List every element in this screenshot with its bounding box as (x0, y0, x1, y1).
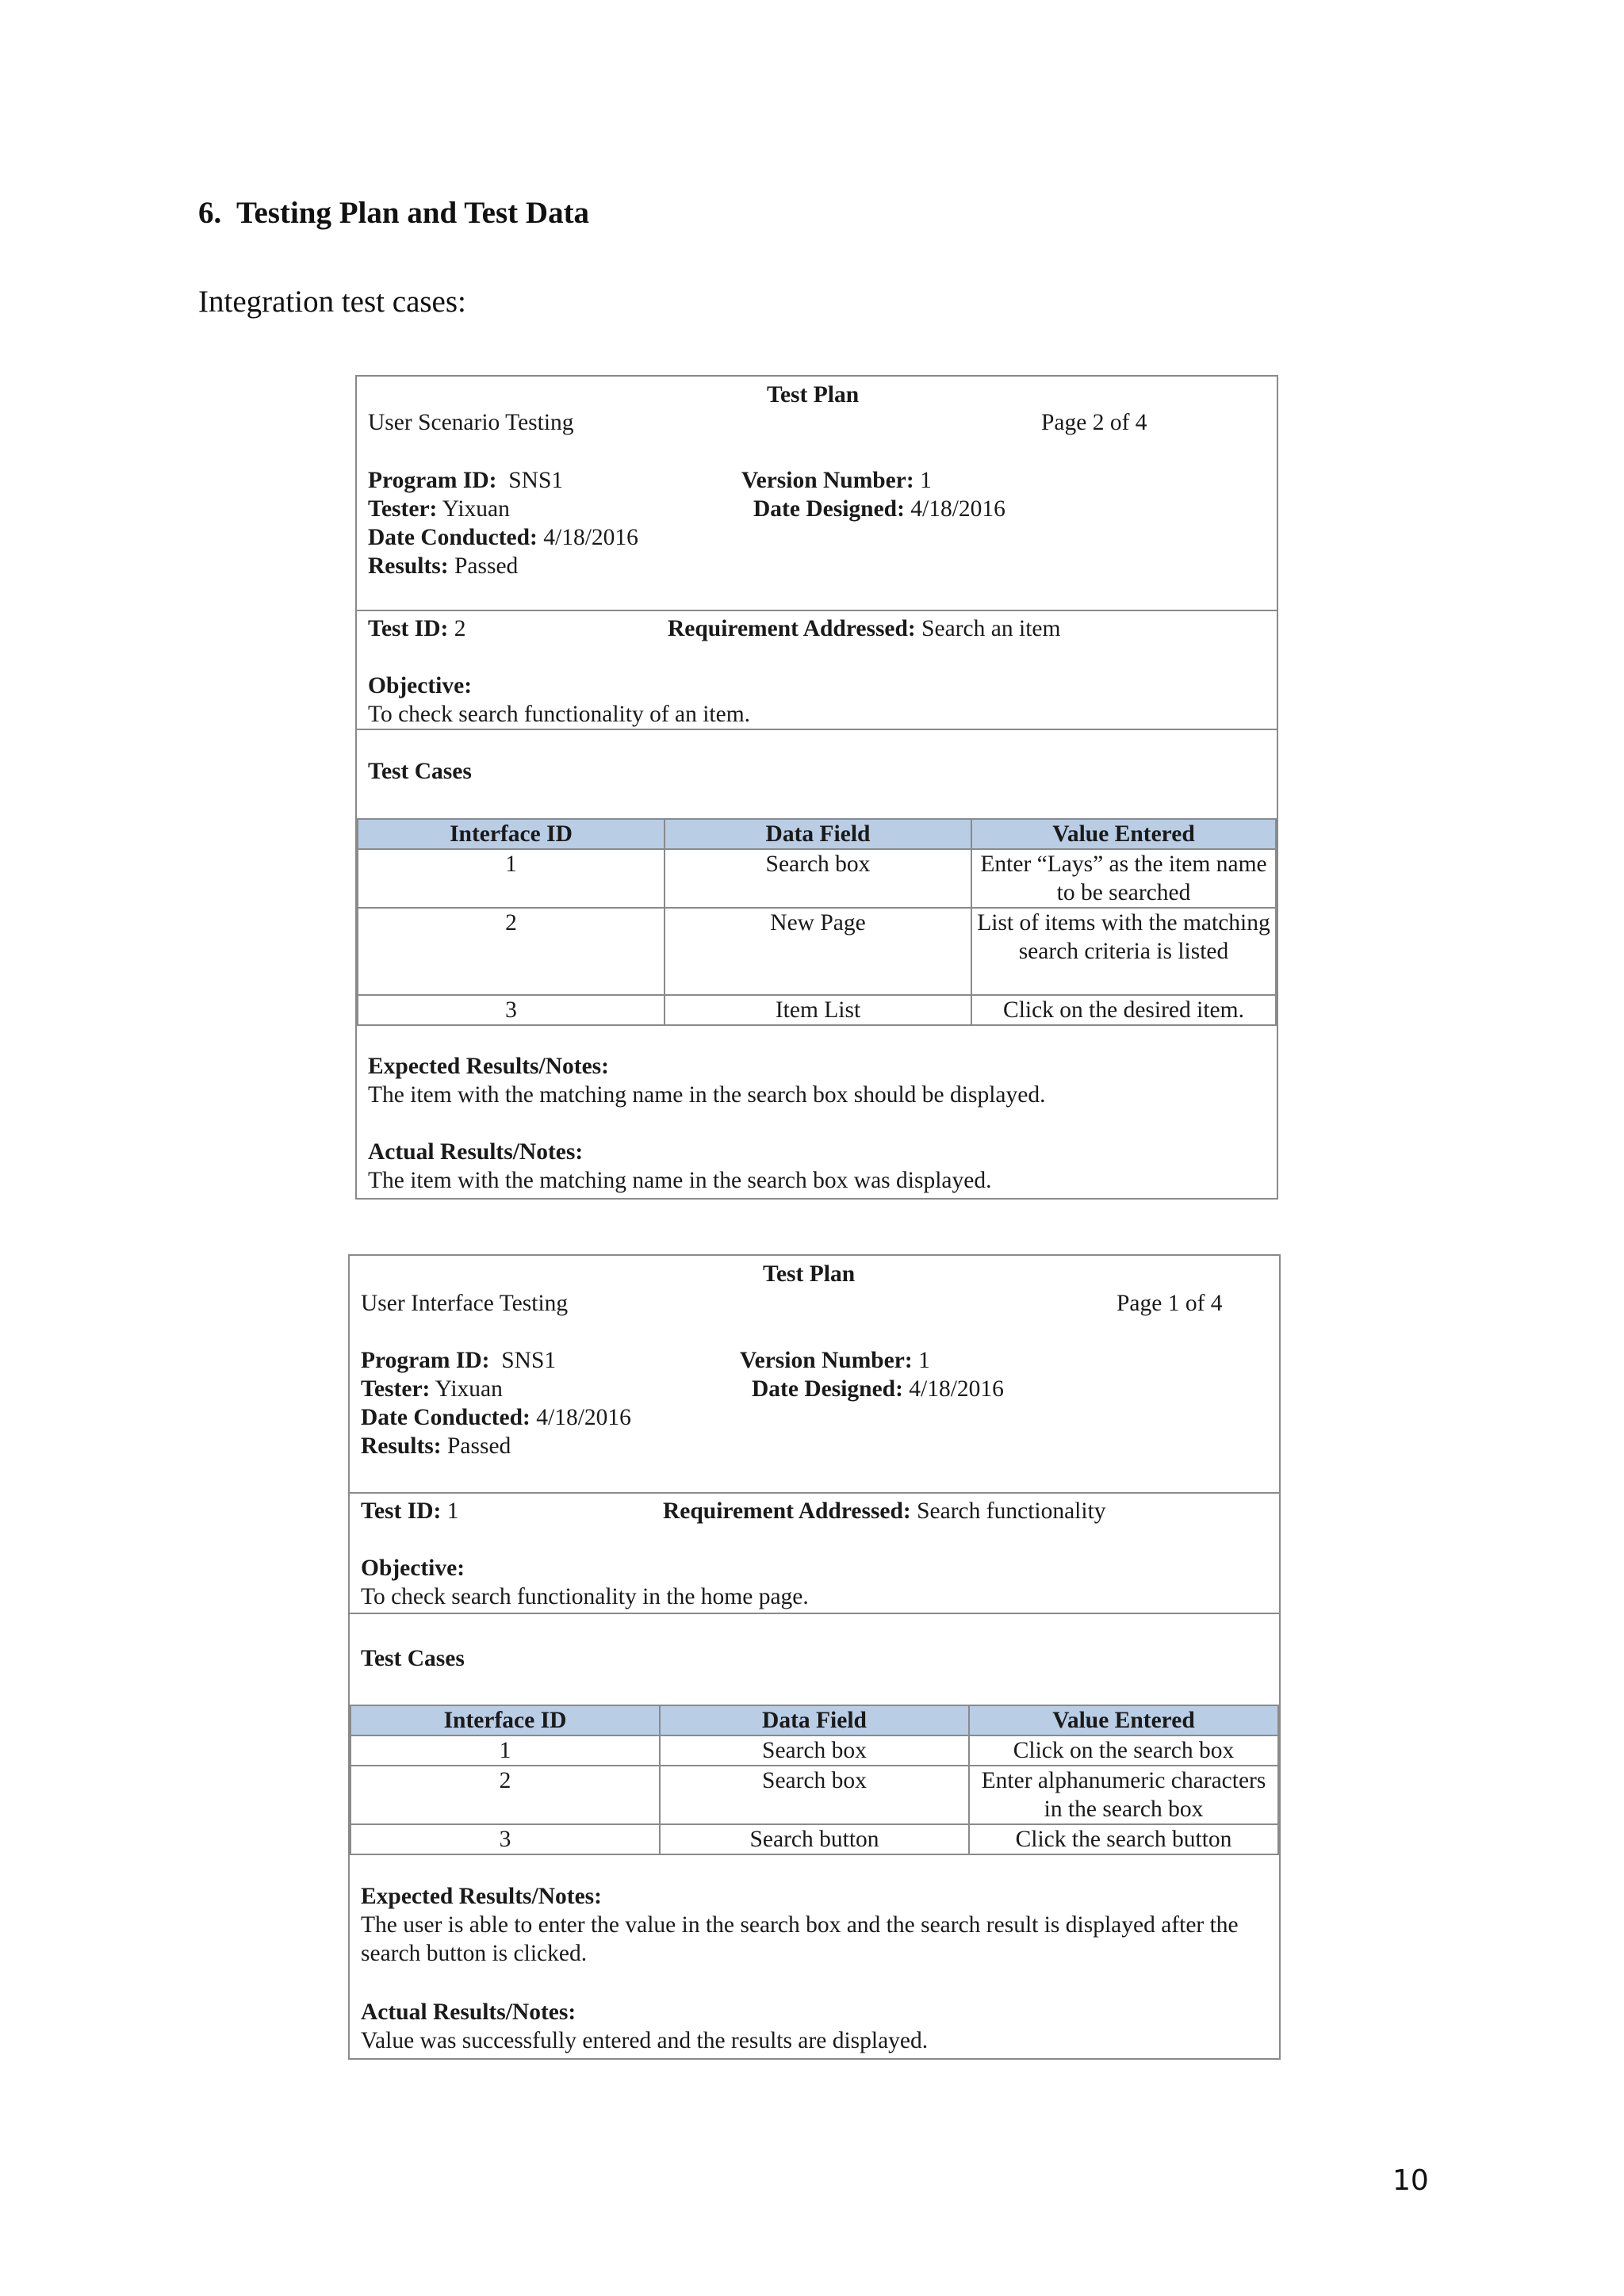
results: Results: Passed (361, 1433, 511, 1459)
table-row: 2 Search box Enter alphanumeric characters in the search box (350, 1766, 1278, 1824)
requirement-addressed: Requirement Addressed: Search functionality (663, 1498, 1106, 1524)
table-header-row (350, 1705, 1278, 1735)
test-plan-title: Test Plan (767, 382, 860, 408)
test-type: User Scenario Testing (368, 410, 574, 435)
objective-text: To check search functionality in the home page. (361, 1584, 809, 1609)
col-interface-id: Interface ID (350, 1705, 660, 1735)
table-row: 3 Item List Click on the desired item. (358, 995, 1276, 1025)
test-cases-table (350, 1705, 1279, 1855)
date-conducted: Date Conducted: 4/18/2016 (368, 525, 638, 550)
objective-text: To check search functionality of an item. (368, 702, 751, 727)
date-designed: Date Designed: 4/18/2016 (752, 1376, 1004, 1402)
program-id: Program ID: SNS1 (368, 468, 564, 493)
test-plan-title: Test Plan (763, 1261, 856, 1287)
plan-page-indicator: Page 1 of 4 (1116, 1291, 1223, 1316)
version-number: Version Number: 1 (741, 468, 932, 493)
section-heading (198, 195, 589, 231)
plan-header (350, 1256, 1279, 1494)
objective-label: Objective: (368, 673, 473, 698)
col-data-field: Data Field (660, 1705, 969, 1735)
table-row: 2 New Page List of items with the matching search criteria is listed (358, 908, 1276, 995)
date-designed: Date Designed: 4/18/2016 (753, 496, 1005, 522)
test-cases-label: Test Cases (361, 1646, 465, 1671)
expected-results-text: The user is able to enter the value in the search box and the search result is displayed after the search button is clicked. (361, 1912, 1239, 1966)
test-id: Test ID: 2 (368, 616, 466, 641)
table-header-row (358, 819, 1276, 849)
objective-label: Objective: (361, 1556, 465, 1581)
test-plan-interface (348, 1254, 1281, 2060)
program-id: Program ID: SNS1 (361, 1348, 557, 1373)
requirement-addressed: Requirement Addressed: Search an item (668, 616, 1061, 641)
actual-results-label: Actual Results/Notes: (368, 1139, 584, 1165)
plan-objective-section (350, 1492, 1279, 1614)
table-row: 3 Search button Click the search button (350, 1824, 1278, 1854)
actual-results-label: Actual Results/Notes: (361, 1999, 576, 2025)
expected-results-label: Expected Results/Notes: (368, 1054, 609, 1079)
intro-text: Integration test cases: (198, 285, 466, 319)
table-row: 1 Search box Click on the search box (350, 1735, 1278, 1766)
plan-header (357, 377, 1277, 611)
plan-page-indicator: Page 2 of 4 (1041, 410, 1147, 435)
col-interface-id: Interface ID (358, 819, 665, 849)
col-value-entered: Value Entered (971, 819, 1276, 849)
test-cases-label: Test Cases (368, 759, 472, 784)
test-plan-scenario (355, 375, 1278, 1200)
plan-objective-section (357, 610, 1277, 730)
table-row: 1 Search box Enter “Lays” as the item name to be searched (358, 849, 1276, 908)
test-cases-table (357, 818, 1277, 1026)
results: Results: Passed (368, 553, 519, 579)
tester: Tester: Yixuan (368, 496, 510, 522)
col-data-field: Data Field (665, 819, 971, 849)
actual-results-text: The item with the matching name in the search box was displayed. (368, 1168, 992, 1193)
col-value-entered: Value Entered (969, 1705, 1278, 1735)
section-number: 6. (198, 196, 222, 230)
expected-results-label: Expected Results/Notes: (361, 1884, 602, 1909)
version-number: Version Number: 1 (740, 1348, 930, 1373)
page-number: 10 (1392, 2164, 1429, 2197)
section-title: Testing Plan and Test Data (236, 196, 590, 230)
test-type: User Interface Testing (361, 1291, 569, 1316)
actual-results-text: Value was successfully entered and the results are displayed. (361, 2028, 929, 2053)
tester: Tester: Yixuan (361, 1376, 503, 1402)
date-conducted: Date Conducted: 4/18/2016 (361, 1405, 631, 1430)
expected-results-text: The item with the matching name in the search box should be displayed. (368, 1082, 1046, 1108)
test-id: Test ID: 1 (361, 1498, 459, 1524)
